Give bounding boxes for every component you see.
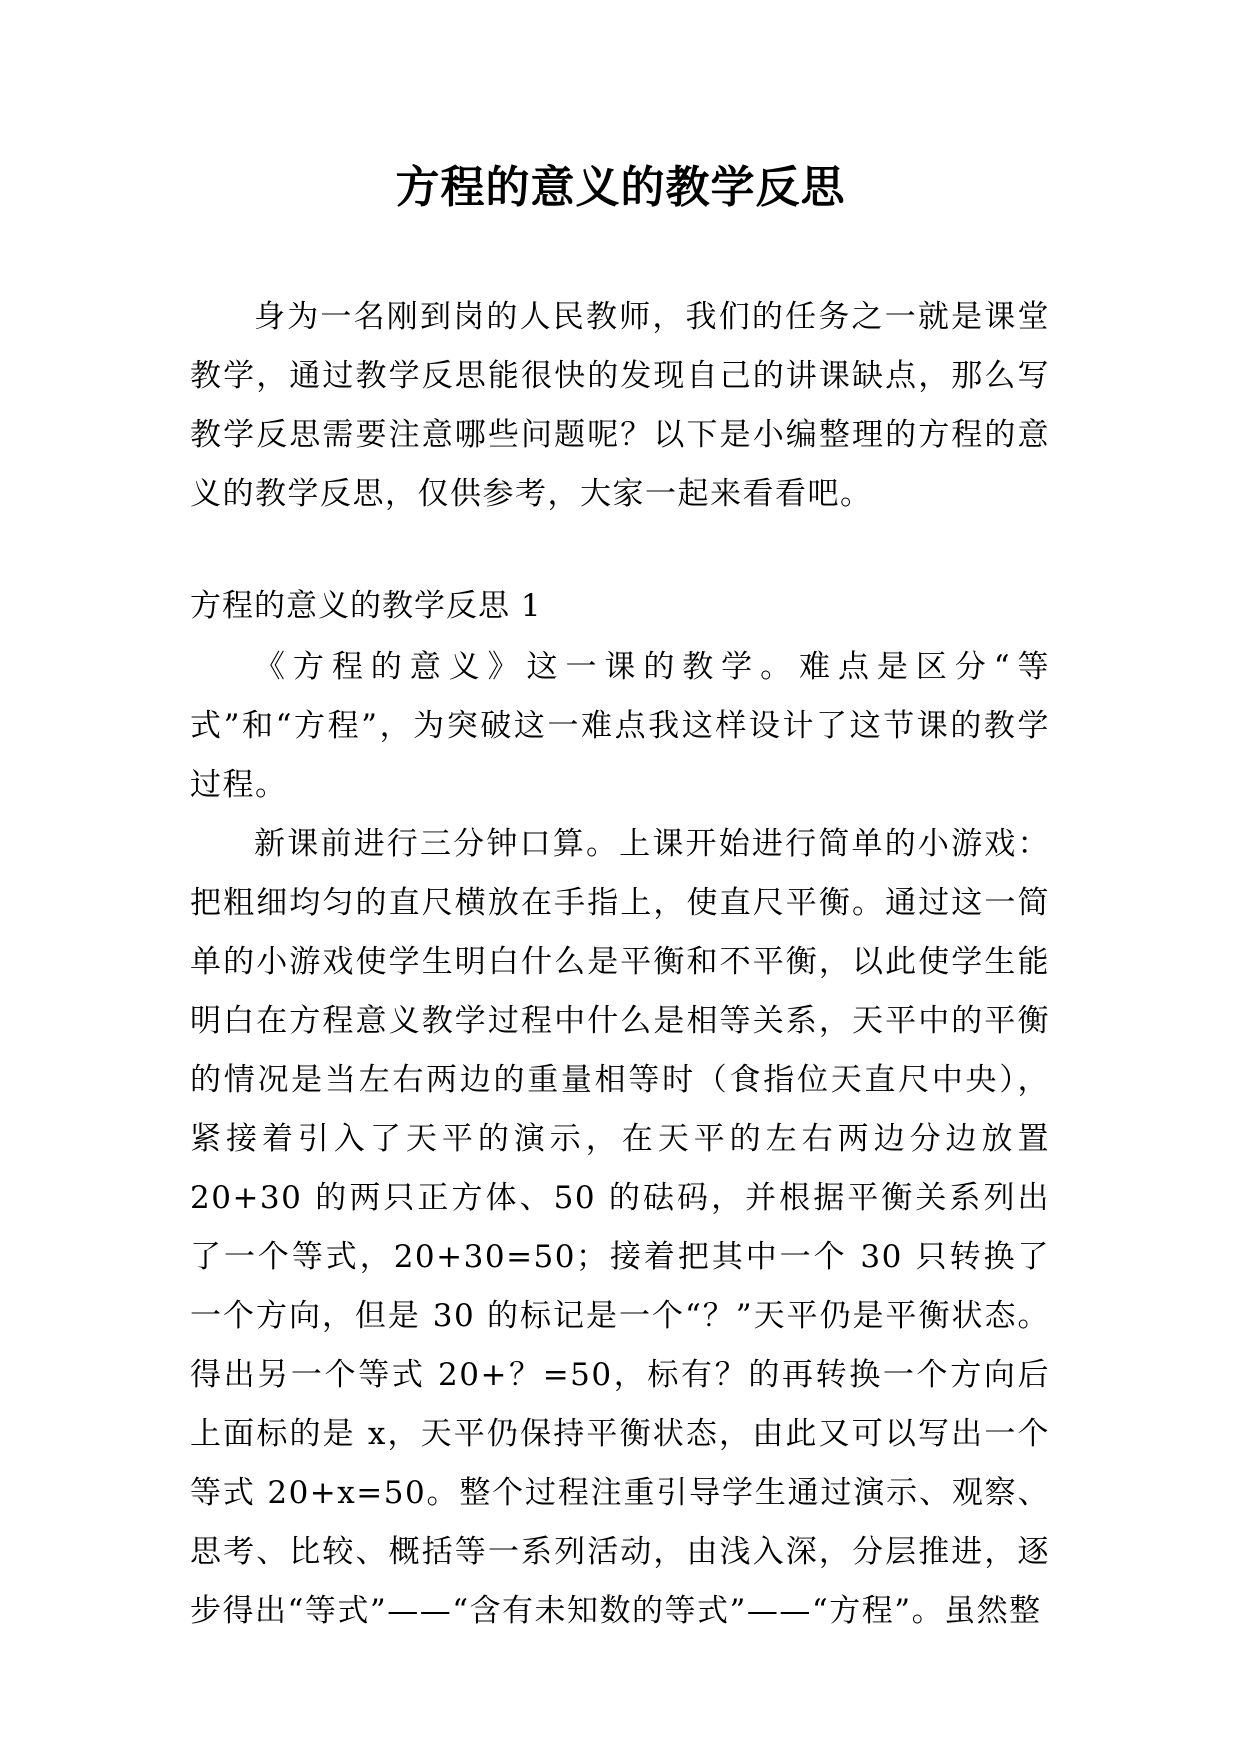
document-title: 方程的意义的教学反思 [395, 162, 846, 213]
intro-paragraph: 身为一名刚到岗的人民教师，我们的任务之一就是课堂教学，通过教学反思能很快的发现自己的讲课缺点，那么写教学反思需要注意哪些问题呢？以下是小编整理的方程的意义的教学反思，仅供参考，大家一起来看看吧。 [190, 299, 1050, 512]
section-heading: 方程的意义的教学反思 1 [190, 588, 542, 624]
body-paragraph: 新课前进行三分钟口算。上课开始进行简单的小游戏：把粗细均匀的直尺横放在手指上，使直尺平衡。通过这一简单的小游戏使学生明白什么是平衡和不平衡，以此使学生能明白在方程意义教学过程中什么是相等关系，天平中的平衡的情况是当左右两边的重量相等时（食指位天直尺中央），紧接着引入了天平的演示，在天平的左右两边分边放置 20+30 的两只正方体、50 的砝码，并根据平衡关系列出了一个等式，20+30=50；接着把其中一个 30 只转换了一个方向，但是 30 的标记是一个“？”天平仍是平衡状态。得出另一个等式 20+？=50，标有？的再转换一个方向后上面标的是 x，天平仍保持平衡状态，由此又可以写出一个等式 20+x=50。整个过程注重引导学生通过演示、观察、思考、比较、概括等一系列活动，由浅入深，分层推进，逐步得出“等式”——“含有未知数的等式”——“方程”。虽然整 [190, 826, 1050, 1629]
body-paragraph: 《方程的意义》这一课的教学。难点是区分“等式”和“方程”，为突破这一难点我这样设计了这节课的教学过程。 [190, 649, 1050, 803]
section-content [190, 638, 1050, 1641]
